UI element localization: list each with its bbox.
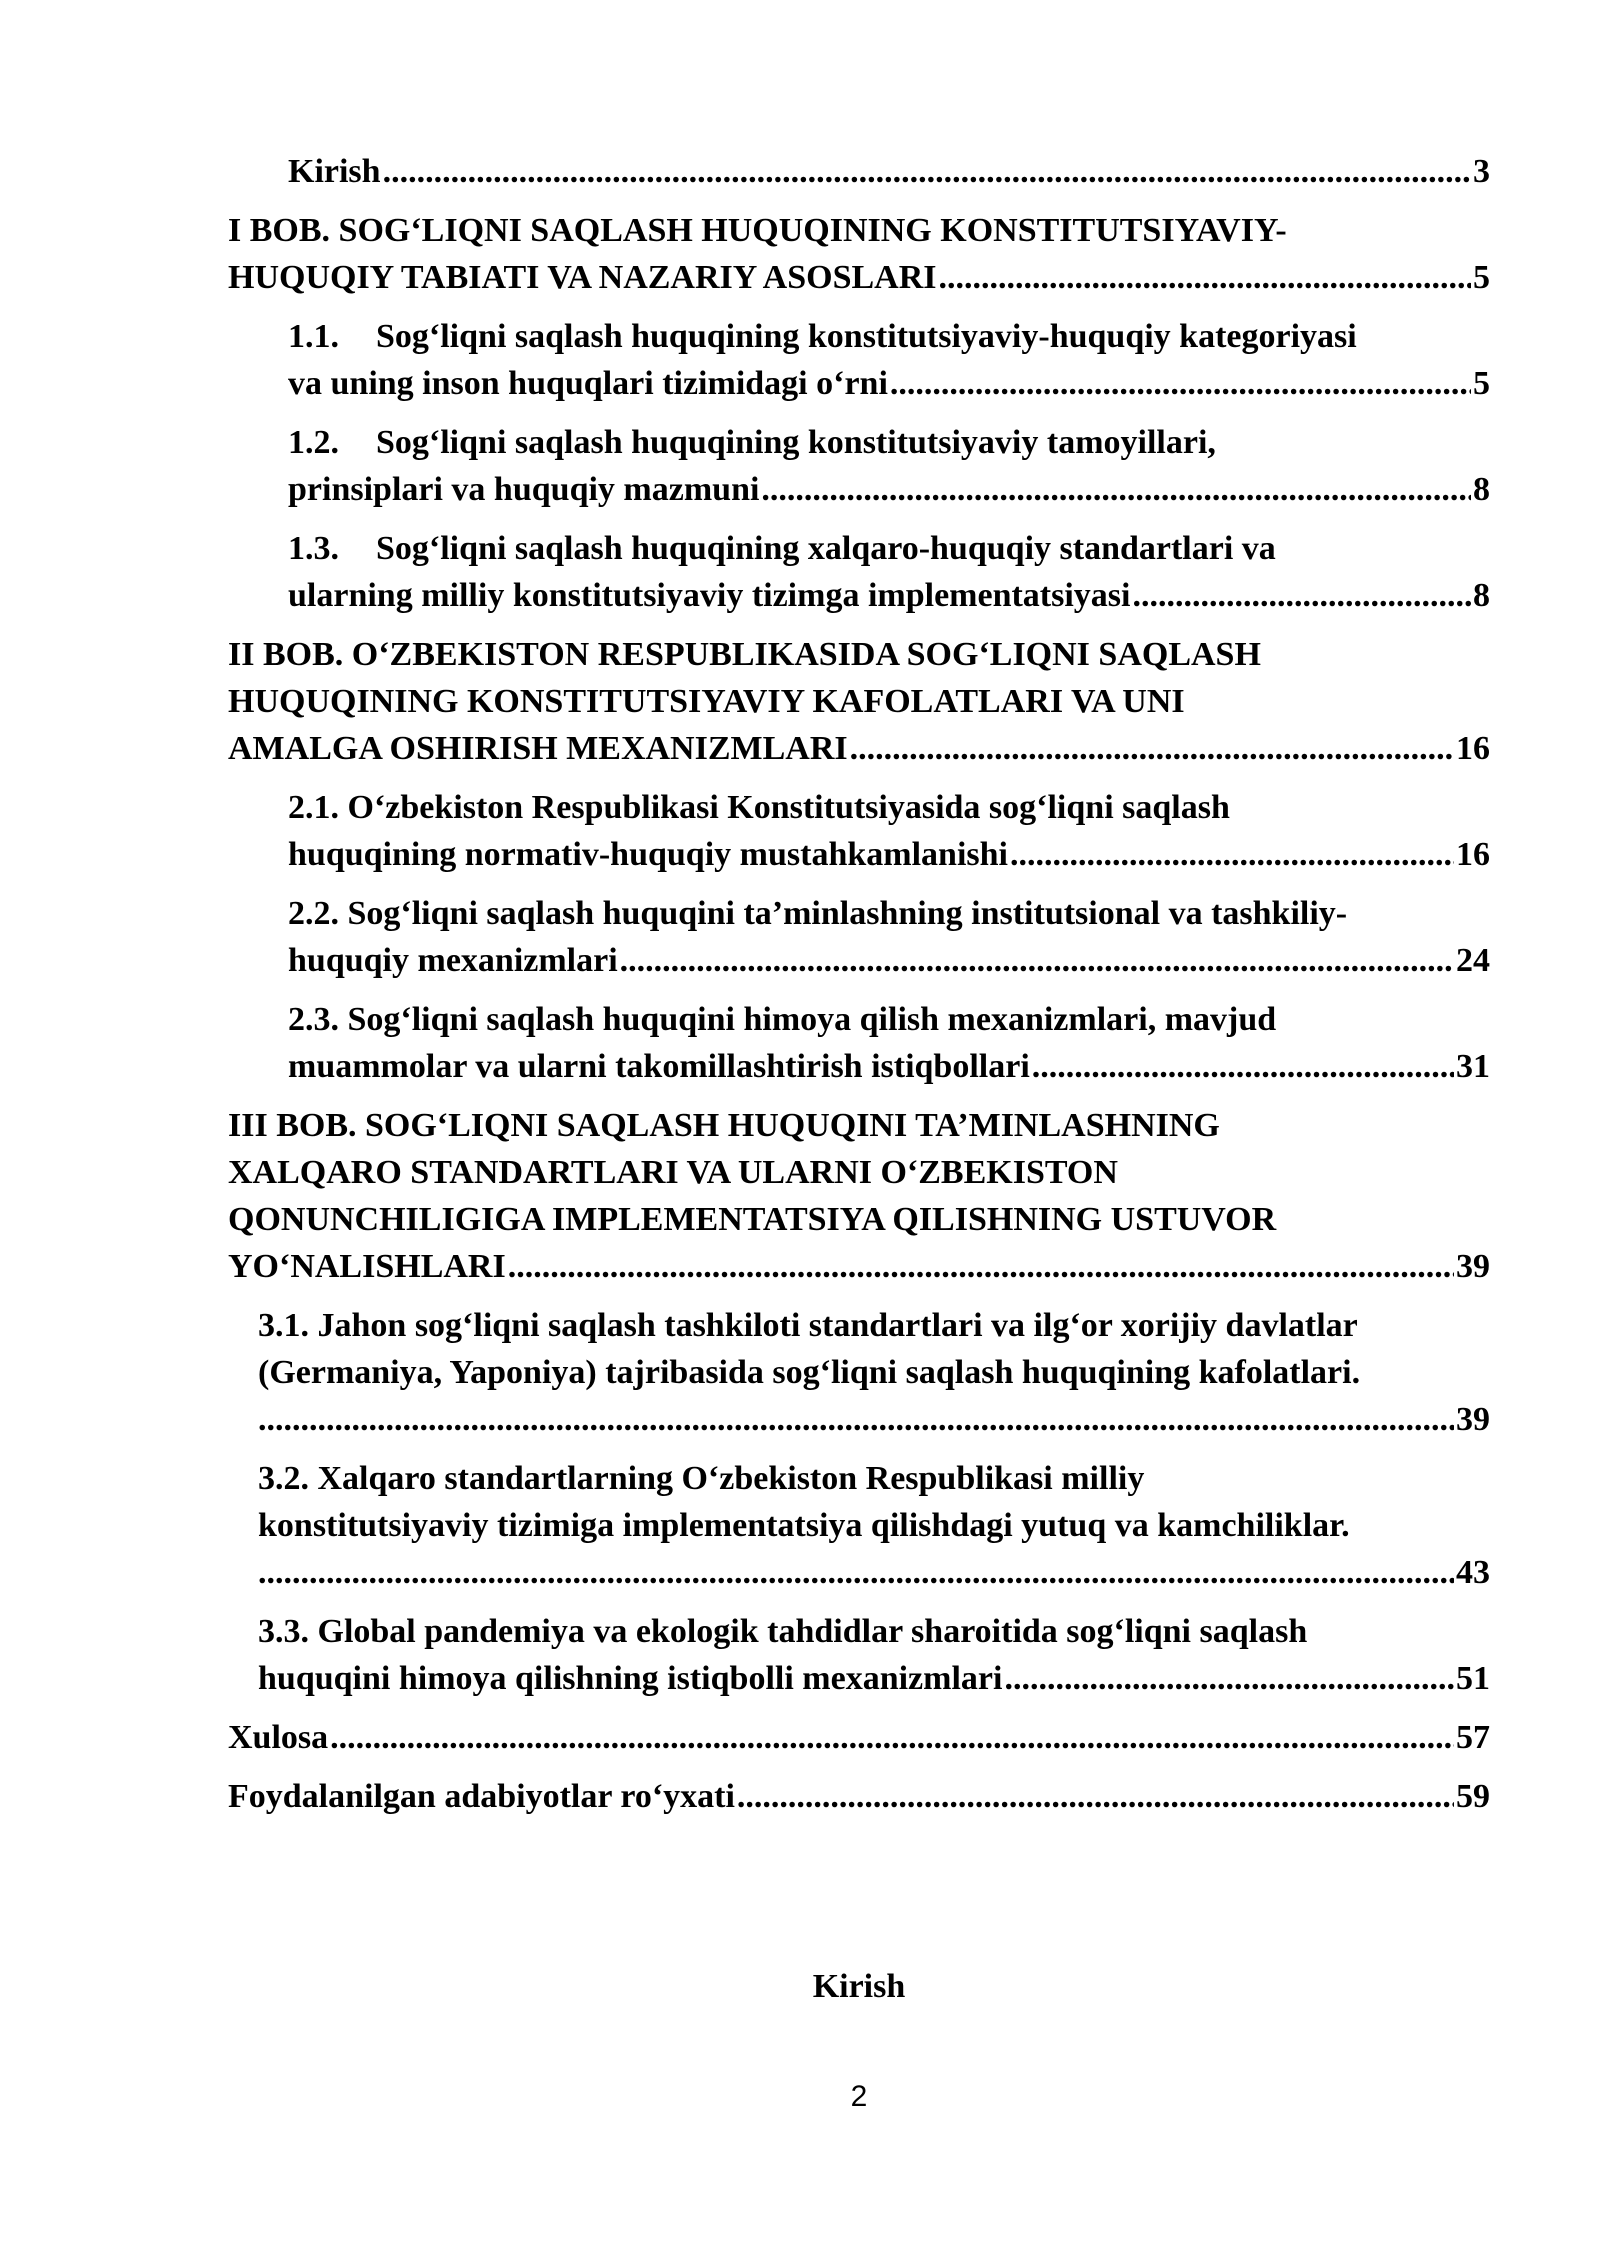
toc-entry-title-line: muammolar va ularni takomillashtirish istiqbollari [288,1048,1030,1085]
toc-page-number: 39 [1456,1248,1490,1285]
dot-leader [939,254,1471,301]
toc-page-number: 43 [1456,1554,1490,1591]
table-of-contents [228,148,1490,1832]
toc-entry-title-line: 3.1. Jahon sog‘liqni saqlash tashkiloti standartlari va ilg‘or xorijiy davlatlar [258,1307,1358,1344]
toc-entry-title-line: (Germaniya, Yaponiya) tajribasida sog‘liqni saqlash huquqining kafolatlari. [258,1354,1361,1391]
toc-entry-title-line: I BOB. SOG‘LIQNI SAQLASH HUQUQINING KONSTITUTSIYAVIY- [228,212,1287,249]
toc-page-number: 5 [1473,365,1490,402]
toc-page-number: 24 [1456,942,1490,979]
toc-entry-section-3-2[interactable] [258,1455,1490,1596]
dot-leader [1004,1655,1454,1702]
dot-leader [850,725,1454,772]
toc-entry-title-line: 3.3. Global pandemiya va ekologik tahdidlar sharoitida sog‘liqni saqlash [258,1613,1308,1650]
dot-leader [620,937,1454,984]
toc-page-number: 57 [1456,1719,1490,1756]
toc-entry-title-line: huquqini himoya qilishning istiqbolli mexanizmlari [258,1660,1003,1697]
toc-entry-title-line: YO‘NALISHLARI [228,1248,506,1285]
page-number: 2 [850,2080,868,2113]
toc-entry-section-1-1[interactable] [288,313,1490,407]
toc-page-number: 16 [1456,836,1490,873]
dot-leader [737,1773,1454,1820]
toc-entry-section-2-2[interactable] [288,890,1490,984]
dot-leader [258,1396,1454,1443]
toc-entry-chapter-1[interactable] [228,207,1490,301]
toc-entry-title-line: 3.2. Xalqaro standartlarning O‘zbekiston Respublikasi milliy [258,1460,1145,1497]
section-number: 1.1. [288,318,339,355]
toc-page-number: 31 [1456,1048,1490,1085]
toc-entry-title-line [288,525,1490,572]
toc-entry-intro[interactable] [288,148,1490,195]
toc-entry-section-1-2[interactable] [288,419,1490,513]
dot-leader [1010,831,1454,878]
toc-entry-title-line: ularning milliy konstitutsiyaviy tizimga implementatsiyasi [288,577,1131,614]
section-number: 1.3. [288,530,339,567]
toc-entry-title-line: HUQUQINING KONSTITUTSIYAVIY KAFOLATLARI VA UNI [228,683,1185,720]
toc-entry-title-line: huquqining normativ-huquqiy mustahkamlanishi [288,836,1008,873]
toc-entry-title-line: XALQARO STANDARTLARI VA ULARNI O‘ZBEKISTON [228,1154,1118,1191]
section-title: Sog‘liqni saqlash huquqining konstitutsiyaviy tamoyillari, [376,424,1216,461]
toc-entry-title-line: 2.1. O‘zbekiston Respublikasi Konstitutsiyasida sog‘liqni saqlash [288,789,1230,826]
dot-leader [330,1714,1454,1761]
toc-entry-title-line: 2.2. Sog‘liqni saqlash huquqini ta’minlashning institutsional va tashkiliy- [288,895,1348,932]
toc-entry-section-3-3[interactable] [258,1608,1490,1702]
toc-entry-title-line [288,419,1490,466]
dot-leader [258,1549,1454,1596]
toc-entry-title-line: QONUNCHILIGIGA IMPLEMENTATSIYA QILISHNING USTUVOR [228,1201,1277,1238]
toc-entry-title-line: va uning inson huquqlari tizimidagi o‘rni [288,365,888,402]
toc-entry-chapter-2[interactable] [228,631,1490,772]
toc-entry-title: Foydalanilgan adabiyotlar ro‘yxati [228,1778,735,1815]
toc-entry-section-2-1[interactable] [288,784,1490,878]
toc-entry-title: Kirish [288,153,381,190]
toc-page-number: 5 [1473,259,1490,296]
toc-entry-conclusion[interactable] [228,1714,1490,1761]
toc-entry-section-3-1[interactable] [258,1302,1490,1443]
toc-entry-title-line: II BOB. O‘ZBEKISTON RESPUBLIKASIDA SOG‘LIQNI SAQLASH [228,636,1261,673]
toc-entry-section-2-3[interactable] [288,996,1490,1090]
toc-entry-title-line: HUQUQIY TABIATI VA NAZARIY ASOSLARI [228,259,937,296]
toc-page-number: 59 [1456,1778,1490,1815]
dot-leader [508,1243,1454,1290]
toc-entry-title: Xulosa [228,1719,329,1756]
toc-entry-title-line: konstitutsiyaviy tizimiga implementatsiya qilishdagi yutuq va kamchiliklar. [258,1507,1350,1544]
toc-entry-section-1-3[interactable] [288,525,1490,619]
toc-entry-title-line: III BOB. SOG‘LIQNI SAQLASH HUQUQINI TA’MINLASHNING [228,1107,1220,1144]
toc-page-number: 3 [1473,153,1490,190]
dot-leader [383,148,1471,195]
toc-entry-references[interactable] [228,1773,1490,1820]
toc-page-number: 8 [1473,471,1490,508]
toc-page-number: 8 [1473,577,1490,614]
section-heading: Kirish [812,1968,906,2005]
toc-entry-title-line [288,313,1490,360]
toc-entry-chapter-3[interactable] [228,1102,1490,1290]
dot-leader [761,466,1471,513]
toc-entry-title-line: huquqiy mexanizmlari [288,942,618,979]
section-title: Sog‘liqni saqlash huquqining konstitutsiyaviy-huquqiy kategoriyasi [376,318,1357,355]
dot-leader [1032,1043,1454,1090]
dot-leader [1132,572,1471,619]
section-number: 1.2. [288,424,339,461]
toc-page-number: 39 [1456,1401,1490,1438]
dot-leader [890,360,1471,407]
toc-entry-title-line: prinsiplari va huquqiy mazmuni [288,471,760,508]
toc-entry-title-line: AMALGA OSHIRISH MEXANIZMLARI [228,730,848,767]
section-title: Sog‘liqni saqlash huquqining xalqaro-huquqiy standartlari va [376,530,1276,567]
toc-page-number: 51 [1456,1660,1490,1697]
toc-page-number: 16 [1456,730,1490,767]
toc-entry-title-line: 2.3. Sog‘liqni saqlash huquqini himoya qilish mexanizmlari, mavjud [288,1001,1277,1038]
